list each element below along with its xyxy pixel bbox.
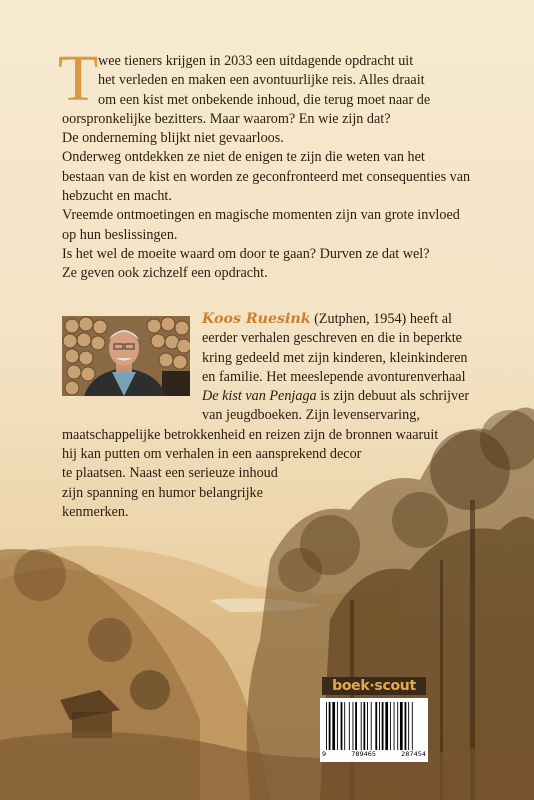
- blurb-line: hebzucht en macht.: [62, 188, 172, 205]
- book-title: De kist van Penjaga: [202, 388, 317, 405]
- barcode-digit-group: 789465: [351, 750, 377, 758]
- bio-line: kenmerken.: [62, 503, 129, 520]
- author-name: Koos Ruesink: [202, 311, 311, 327]
- barcode-number: [322, 750, 426, 758]
- drop-cap: T: [58, 42, 99, 115]
- blurb-text: [58, 42, 482, 284]
- blurb-line: Onderweg ontdekken ze niet de enigen te zijn die weten van het: [62, 149, 425, 166]
- author-bio: [62, 310, 482, 522]
- bio-line: hij kan putten om verhalen in een aansprekend decor: [62, 446, 362, 463]
- bio-text: (Zutphen, 1954) heeft al: [310, 311, 452, 327]
- barcode-bars: [324, 702, 424, 750]
- blurb-line: Ze geven ook zichzelf een opdracht.: [62, 265, 268, 282]
- bio-line: [62, 387, 482, 406]
- blurb-line: Vreemde ontmoetingen en magische momenten zijn van grote invloed: [62, 207, 460, 224]
- blurb-line: De onderneming blijkt niet gevaarloos.: [62, 130, 284, 147]
- blurb-line: op hun beslissingen.: [62, 226, 178, 243]
- blurb-line: oorspronkelijke bezitters. Maar waarom? En wie zijn dat?: [62, 110, 391, 127]
- publisher-name-part: scout: [374, 678, 416, 694]
- bio-text: is zijn debuut als schrijver: [316, 388, 470, 405]
- publisher-name-part: boek: [332, 678, 370, 694]
- publisher-separator: ·: [369, 678, 375, 694]
- bio-line: en familie. Het meeslepende avonturenverhaal: [202, 368, 466, 385]
- bio-line: zijn spanning en humor belangrijke: [62, 484, 263, 501]
- barcode-digit-group: 287454: [401, 750, 426, 758]
- bio-line: maatschappelijke betrokkenheid en reizen zijn de bronnen waaruit: [62, 426, 439, 443]
- bio-line: van jeugdboeken. Zijn levenservaring,: [202, 407, 420, 424]
- bio-line: kring gedeeld met zijn kinderen, kleinkinderen: [202, 349, 468, 366]
- blurb-line: het verleden en maken een avontuurlijke reis. Alles draait: [98, 72, 425, 89]
- blurb-line: bestaan van de kist en worden ze geconfronteerd met consequenties van: [62, 168, 471, 185]
- publisher-logo: [322, 677, 426, 695]
- blurb-line: wee tieners krijgen in 2033 een uitdagende opdracht uit: [98, 53, 414, 69]
- isbn-barcode: [320, 698, 428, 762]
- blurb-line: om een kist met onbekende inhoud, die terug moet naar de: [98, 91, 431, 108]
- blurb-line: Is het wel de moeite waard om door te gaan? Durven ze dat wel?: [62, 245, 430, 262]
- bio-line: te plaatsen. Naast een serieuze inhoud: [62, 465, 278, 482]
- bio-line: [62, 310, 482, 329]
- bio-line: eerder verhalen geschreven en die in beperkte: [202, 330, 462, 347]
- barcode-digit: 9: [322, 750, 327, 758]
